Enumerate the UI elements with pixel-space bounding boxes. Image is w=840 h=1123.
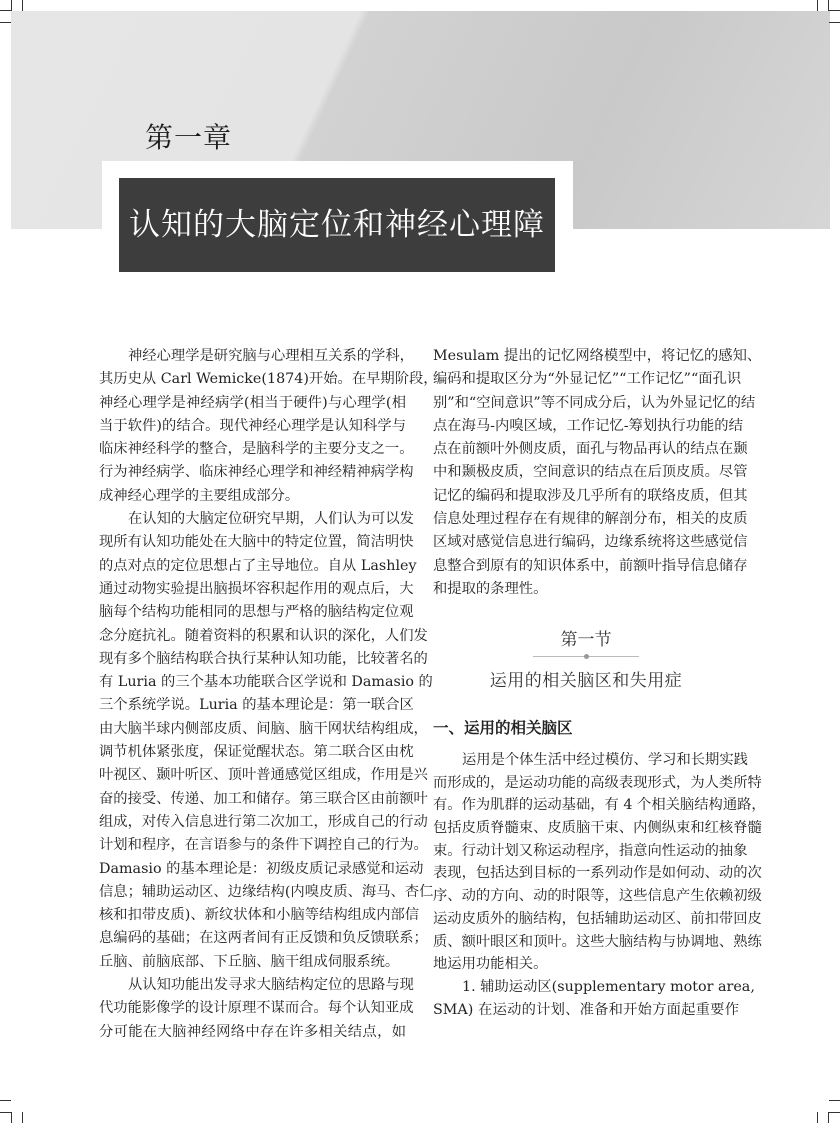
subsection-heading: 一、运用的相关脑区 — [433, 719, 573, 737]
text-line: 丘脑、前脑底部、下丘脑、脑干组成伺服系统。 — [99, 953, 400, 970]
text-line: 神经心理学是神经病学(相当于硬件)与心理学(相 — [99, 394, 406, 411]
crop-mark — [829, 1100, 840, 1101]
text-line: 成神经心理学的主要组成部分。 — [99, 487, 300, 504]
crop-mark — [22, 0, 23, 11]
crop-mark — [22, 1112, 23, 1123]
section-divider-dot — [584, 654, 589, 659]
crop-mark — [0, 22, 11, 23]
text-line: 念分庭抗礼。随着资料的积累和认识的深化，人们发 — [99, 627, 428, 644]
text-line: 在认知的大脑定位研究早期，人们认为可以发 — [128, 511, 414, 528]
crop-mark — [11, 1112, 12, 1123]
crop-mark — [829, 1112, 840, 1113]
crop-mark — [817, 0, 818, 11]
text-line: 调节机体紧张度，保证觉醒状态。第二联合区由枕 — [99, 744, 414, 761]
paragraph — [433, 976, 755, 1021]
paragraph — [433, 749, 766, 976]
crop-mark — [0, 1100, 11, 1101]
text-line: SMA) 在运动的计划、准备和开始方面起重要作 — [433, 1001, 739, 1018]
crop-mark — [829, 10, 840, 11]
text-line: 地运用功能相关。 — [433, 956, 548, 973]
right-column — [433, 345, 762, 601]
text-line: 代功能影像学的设计原理不谋而合。每个认知亚成 — [99, 1000, 414, 1017]
right-column-continued — [433, 749, 766, 1021]
crop-mark — [0, 1112, 11, 1113]
chapter-title: 认知的大脑定位和神经心理障碍 — [119, 178, 555, 272]
text-line: 现所有认知功能处在大脑中的特定位置，简洁明快 — [99, 534, 414, 551]
text-line: 束。行动计划又称运动程序，指意向性运动的抽象 — [433, 842, 748, 859]
text-line: 叶视区、颞叶听区、顶叶普通感觉区组成，作用是兴 — [99, 767, 428, 784]
text-line: 运用是个体生活中经过模仿、学习和长期实践 — [462, 752, 748, 768]
text-line: 别”和“空间意识”等不同成分后，认为外显记忆的结 — [433, 394, 756, 411]
text-line: 质、额叶眼区和顶叶。这些大脑结构与协调地、熟练 — [433, 933, 762, 950]
text-line: 表现，包括达到目标的一系列动作是如何动、动的次 — [433, 865, 762, 882]
text-line: 现有多个脑结构联合执行某种认知功能，比较著名的 — [99, 650, 428, 667]
text-line: 点在海马-内嗅区域，工作记忆-筹划执行功能的结 — [433, 417, 743, 434]
crop-mark — [828, 1112, 829, 1123]
section-number: 第一节 — [560, 630, 612, 650]
paragraph — [433, 345, 762, 601]
text-line: 从认知功能出发寻求大脑结构定位的思路与现 — [128, 977, 414, 994]
text-line: Mesulam 提出的记忆网络模型中，将记忆的感知、 — [433, 348, 762, 364]
text-line: 有。作为肌群的运动基础，有 4 个相关脑结构通路， — [433, 797, 766, 814]
text-line: 组成，对传入信息进行第二次加工，形成自己的行动 — [99, 813, 428, 830]
text-line: Damasio 的基本理论是：初级皮质记录感觉和运动 — [99, 860, 424, 877]
text-line: 有 Luria 的三个基本功能联合区学说和 Damasio 的 — [99, 674, 433, 691]
text-line: 其历史从 Carl Wemicke(1874)开始。在早期阶段， — [99, 371, 438, 388]
paragraph — [99, 508, 434, 974]
text-line: 脑每个结构功能相同的思想与严格的脑结构定位观 — [99, 604, 414, 621]
text-line: 点在前额叶外侧皮质，面孔与物品再认的结点在颞 — [433, 441, 748, 458]
text-line: 分可能在大脑神经网络中存在许多相关结点，如 — [99, 1023, 406, 1040]
text-line: 信息；辅助运动区、边缘结构(内嗅皮质、海马、杏仁 — [99, 883, 434, 900]
text-line: 包括皮质脊髓束、皮质脑干束、内侧纵束和红核脊髓 — [433, 820, 762, 837]
paragraph — [99, 974, 414, 1044]
text-line: 序、动的方向、动的时限等，这些信息产生依赖初级 — [433, 888, 762, 905]
text-line: 通过动物实验提出脑损坏容积起作用的观点后，大 — [99, 580, 414, 597]
text-line: 核和扣带皮质)、新纹状体和小脑等结构组成内部信 — [99, 907, 420, 924]
text-line: 运动皮质外的脑结构，包括辅助运动区、前扣带回皮 — [433, 910, 762, 927]
text-line: 行为神经病学、临床神经心理学和神经精神病学构 — [99, 464, 414, 481]
text-line: 编码和提取区分为“外显记忆”“工作记忆”“面孔识 — [433, 371, 742, 388]
text-line: 区域对感觉信息进行编码，边缘系统将这些感觉信 — [433, 534, 748, 551]
text-line: 当于软件)的结合。现代神经心理学是认知科学与 — [99, 417, 406, 434]
section-title: 运用的相关脑区和失用症 — [489, 671, 683, 691]
text-line: 1. 辅助运动区(supplementary motor area, — [462, 978, 755, 995]
text-line: 三个系统学说。Luria 的基本理论是：第一联合区 — [99, 697, 414, 714]
crop-mark — [11, 0, 12, 11]
text-line: 信息处理过程存在有规律的解剖分布，相关的皮质 — [433, 511, 748, 528]
crop-mark — [828, 0, 829, 11]
text-line: 奋的接受、传递、加工和储存。第三联合区由前额叶 — [99, 790, 428, 807]
text-line: 临床神经科学的整合，是脑科学的主要分支之一。 — [99, 441, 414, 458]
text-line: 息整合到原有的知识体系中，前额叶指导信息储存 — [433, 557, 748, 574]
text-line: 记忆的编码和提取涉及几乎所有的联络皮质，但其 — [433, 487, 748, 504]
paragraph — [99, 345, 438, 508]
text-line: 中和颞极皮质，空间意识的结点在后顶皮质。尽管 — [433, 464, 748, 481]
text-line: 而形成的，是运动功能的高级表现形式，为人类所特 — [433, 774, 762, 791]
text-line: 计划和程序，在言语参与的条件下调控自己的行为。 — [99, 837, 428, 854]
text-line: 息编码的基础；在这两者间有正反馈和负反馈联系； — [99, 930, 428, 947]
text-line: 神经心理学是研究脑与心理相互关系的学科， — [128, 348, 414, 364]
crop-mark — [0, 10, 11, 11]
crop-mark — [817, 1112, 818, 1123]
chapter-number: 第一章 — [145, 121, 233, 154]
crop-mark — [829, 22, 840, 23]
text-line: 和提取的条理性。 — [433, 580, 548, 597]
text-line: 的点对点的定位思想占了主导地位。自从 Lashley — [99, 557, 417, 574]
text-line: 由大脑半球内侧部皮质、间脑、脑干网状结构组成， — [99, 720, 428, 737]
left-column — [99, 345, 438, 1044]
